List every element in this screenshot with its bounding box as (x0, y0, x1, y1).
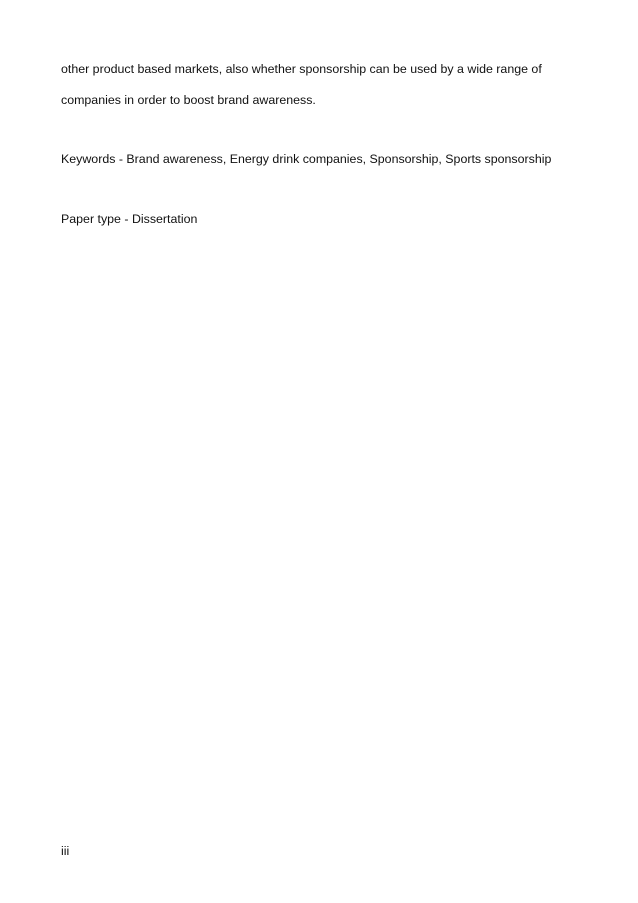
page-number: iii (61, 844, 70, 858)
paper-type-line: Paper type - Dissertation (61, 212, 198, 226)
keywords-line: Keywords - Brand awareness, Energy drink companies, Sponsorship, Sports sponsorship (61, 152, 552, 166)
abstract-line-2: companies in order to boost brand awareness. (61, 93, 316, 107)
abstract-line-1: other product based markets, also whether sponsorship can be used by a wide range of (61, 62, 542, 76)
